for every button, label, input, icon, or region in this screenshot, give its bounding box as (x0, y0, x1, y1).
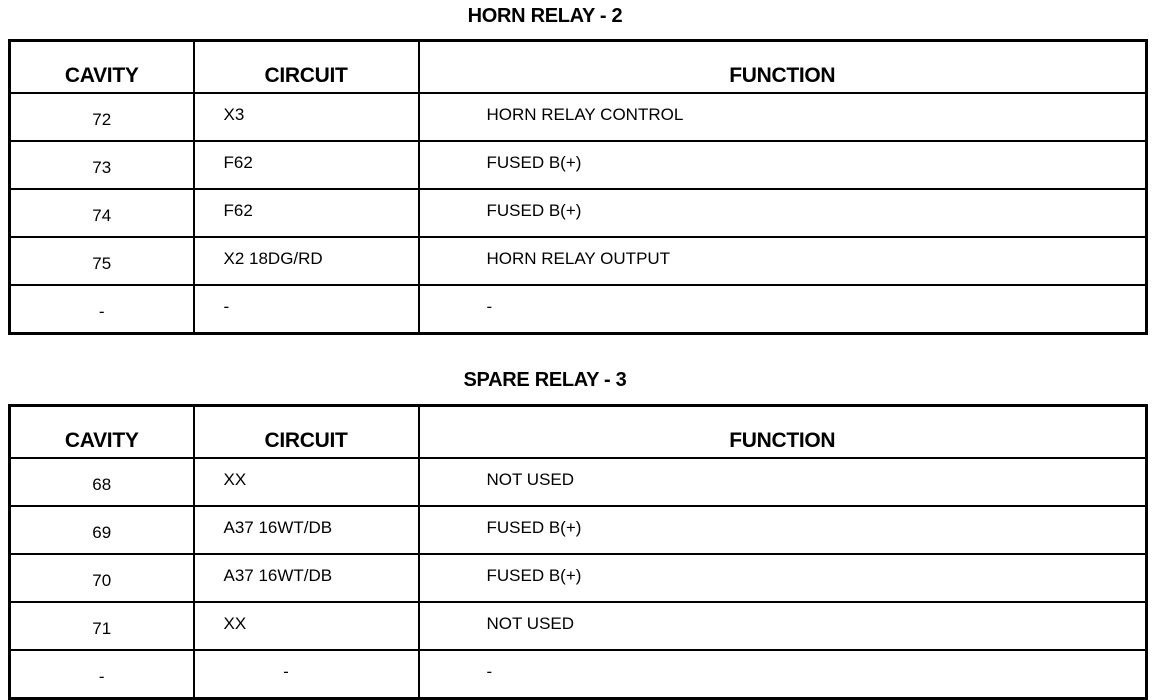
circuit-cell: F62 (194, 189, 419, 237)
spare-relay-table (8, 404, 1148, 700)
header-row (10, 406, 1147, 459)
function-cell: - (419, 650, 1147, 699)
cavity-cell: - (10, 650, 194, 699)
circuit-header: CIRCUIT (194, 406, 419, 459)
circuit-cell: XX (194, 458, 419, 506)
circuit-cell: - (194, 650, 419, 699)
table-row (10, 602, 1147, 650)
function-cell: FUSED B(+) (419, 506, 1147, 554)
function-cell: NOT USED (419, 602, 1147, 650)
circuit-header: CIRCUIT (194, 41, 419, 94)
circuit-cell: X2 18DG/RD (194, 237, 419, 285)
table-row (10, 285, 1147, 334)
circuit-cell: X3 (194, 93, 419, 141)
table-row (10, 93, 1147, 141)
cavity-cell: 69 (10, 506, 194, 554)
circuit-cell: - (194, 285, 419, 334)
horn-relay-table (8, 39, 1148, 335)
table-row (10, 237, 1147, 285)
header-row (10, 41, 1147, 94)
table-row (10, 554, 1147, 602)
cavity-cell: 72 (10, 93, 194, 141)
function-cell: - (419, 285, 1147, 334)
circuit-cell: A37 16WT/DB (194, 554, 419, 602)
spare-relay-title: SPARE RELAY - 3 (463, 369, 627, 391)
function-header: FUNCTION (419, 41, 1147, 94)
function-cell: HORN RELAY CONTROL (419, 93, 1147, 141)
circuit-cell: F62 (194, 141, 419, 189)
cavity-cell: - (10, 285, 194, 334)
cavity-cell: 75 (10, 237, 194, 285)
cavity-cell: 73 (10, 141, 194, 189)
function-cell: HORN RELAY OUTPUT (419, 237, 1147, 285)
function-cell: FUSED B(+) (419, 141, 1147, 189)
table-row (10, 189, 1147, 237)
table-row (10, 650, 1147, 699)
cavity-header: CAVITY (10, 406, 194, 459)
function-cell: FUSED B(+) (419, 554, 1147, 602)
table-row (10, 458, 1147, 506)
horn-relay-title: HORN RELAY - 2 (467, 5, 623, 27)
cavity-cell: 71 (10, 602, 194, 650)
cavity-cell: 74 (10, 189, 194, 237)
cavity-cell: 68 (10, 458, 194, 506)
cavity-header: CAVITY (10, 41, 194, 94)
function-header: FUNCTION (419, 406, 1147, 459)
table-row (10, 141, 1147, 189)
cavity-cell: 70 (10, 554, 194, 602)
function-cell: FUSED B(+) (419, 189, 1147, 237)
circuit-cell: A37 16WT/DB (194, 506, 419, 554)
table-row (10, 506, 1147, 554)
function-cell: NOT USED (419, 458, 1147, 506)
circuit-cell: XX (194, 602, 419, 650)
